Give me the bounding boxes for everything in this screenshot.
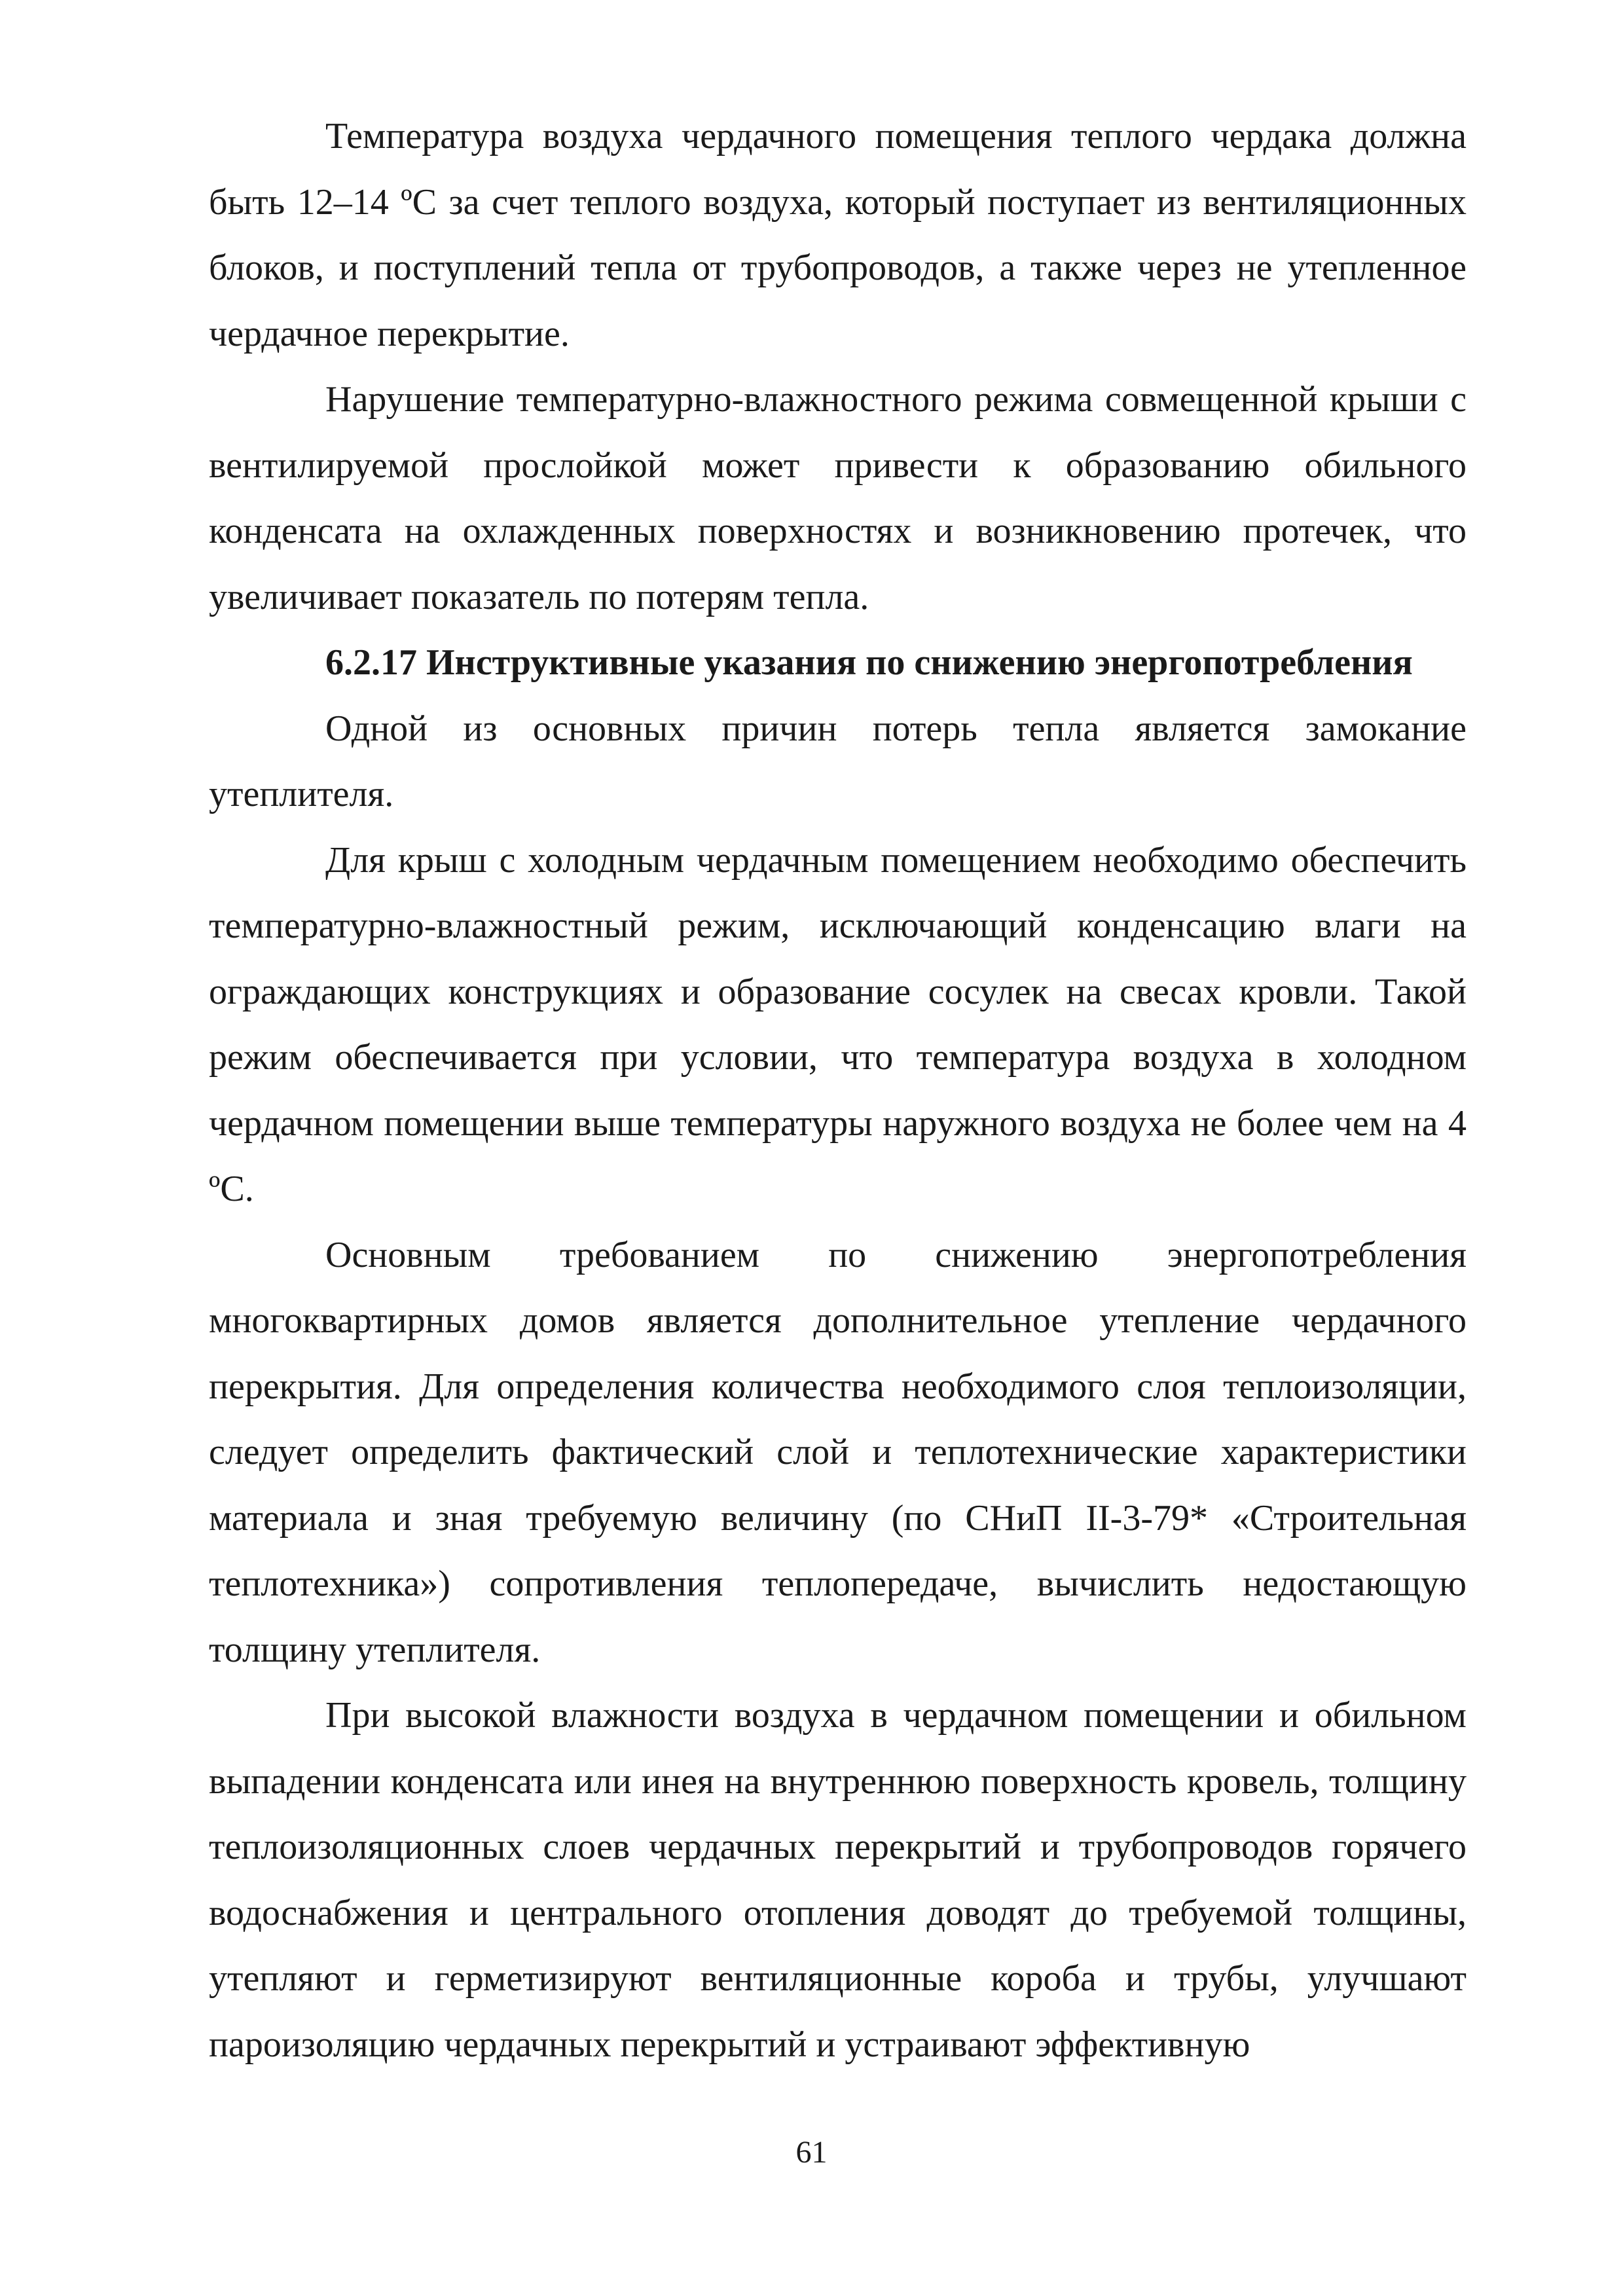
document-page: [209, 103, 1467, 2077]
section-heading: 6.2.17 Инструктивные указания по снижению энергопотребления: [325, 642, 1413, 683]
page-number: 61: [795, 2135, 828, 2170]
paragraph-cold-attic-regime: Для крыш с холодным чердачным помещением необходимо обеспечить температурно-влажностный режим, исключающий конденсацию влаги на ограждающих конструкциях и образование сосулек на свесах кровли. Такой режим обеспечивается при условии, что температура воздуха в холодном чердачном помещении выше температуры наружного воздуха не более чем на 4 ºС.: [209, 839, 1467, 1209]
paragraph-insulation-wetting: Одной из основных причин потерь тепла является замокание утеплителя.: [209, 708, 1467, 814]
paragraph-additional-insulation: Основным требованием по снижению энергопотребления многоквартирных домов является дополнительное утепление чердачного перекрытия. Для определения количества необходимого слоя теплоизоляции, следует определить фактический слой и теплотехнические характеристики материала и зная требуемую величину (по СНиП II-3-79* «Строительная теплотехника») сопротивления теплопередаче, вычислить недостающую толщину утеплителя.: [209, 1234, 1467, 1670]
paragraph-warm-attic-temperature: Температура воздуха чердачного помещения теплого чердака должна быть 12–14 ºС за счет теплого воздуха, который поступает из вентиляционных блоков, и поступлений тепла от трубопроводов, а также через не утепленное чердачное перекрытие.: [209, 116, 1467, 354]
paragraph-high-humidity-measures: При высокой влажности воздуха в чердачном помещении и обильном выпадении конденсата или инея на внутреннюю поверхность кровель, толщину теплоизоляционных слоев чердачных перекрытий и трубопроводов горячего водоснабжения и центрального отопления доводят до требуемой толщины, утепляют и герметизируют вентиляционные короба и трубы, улучшают пароизоляцию чердачных перекрытий и устраивают эффективную: [209, 1695, 1467, 2065]
paragraph-roof-humidity-violation: Нарушение температурно-влажностного режима совмещенной крыши с вентилируемой прослойкой может привести к образованию обильного конденсата на охлажденных поверхностях и возникновению протечек, что увеличивает показатель по потерям тепла.: [209, 379, 1467, 617]
